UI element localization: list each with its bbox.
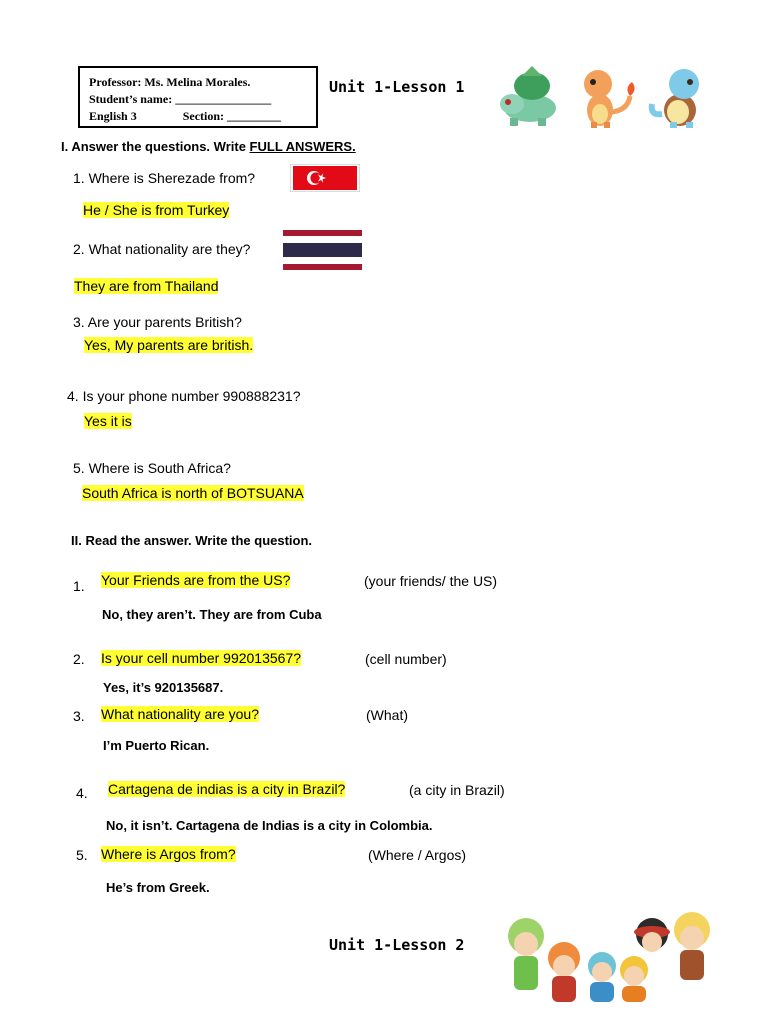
student-name-line: Student’s name: ________________ <box>89 92 272 106</box>
s2-answer-4: No, it isn’t. Cartagena de Indias is a city in Colombia. <box>106 818 433 833</box>
charmander-figure <box>584 70 635 128</box>
s2-hint-2: (cell number) <box>365 651 447 667</box>
answer-4: Yes it is <box>84 413 132 429</box>
character-5 <box>634 918 670 952</box>
answer-1: He / She is from Turkey <box>83 202 230 218</box>
question-4: 4. Is your phone number 990888231? <box>67 388 301 404</box>
s2-number-2: 2. <box>73 651 85 667</box>
bulbasaur-figure <box>500 66 556 126</box>
s2-answer-2: Yes, it’s 920135687. <box>103 680 224 695</box>
s2-question-5: Where is Argos from? <box>101 846 236 862</box>
s2-answer-3: I’m Puerto Rican. <box>103 738 210 753</box>
s2-answer-1: No, they aren’t. They are from Cuba <box>102 607 322 622</box>
question-2: 2. What nationality are they? <box>73 241 251 257</box>
course-label: English 3 <box>89 109 137 123</box>
turkey-flag-icon <box>290 164 360 192</box>
squirtle-figure <box>652 69 699 128</box>
character-6 <box>674 912 710 980</box>
section1-title-prefix: I. Answer the questions. Write <box>61 139 250 154</box>
s2-number-5: 5. <box>76 847 88 863</box>
professor-line: Professor: Ms. Melina Morales. <box>89 75 251 89</box>
thailand-flag-icon <box>283 228 362 272</box>
answer-3: Yes, My parents are british. <box>84 337 254 353</box>
question-1: 1. Where is Sherezade from? <box>73 170 256 186</box>
s2-hint-5: (Where / Argos) <box>368 847 467 863</box>
footer-unit-title: Unit 1-Lesson 2 <box>329 936 465 954</box>
s2-number-3: 3. <box>73 708 85 724</box>
question-5: 5. Where is South Africa? <box>73 460 231 476</box>
character-4 <box>620 956 648 1002</box>
section-label: Section: _________ <box>182 109 282 123</box>
character-3 <box>588 952 616 1002</box>
answer-5: South Africa is north of BOTSUANA <box>82 485 304 501</box>
unit-title: Unit 1-Lesson 1 <box>329 78 465 96</box>
s2-question-4: Cartagena de indias is a city in Brazil? <box>108 781 346 797</box>
character-1 <box>508 918 544 990</box>
section1-title-emphasis: FULL ANSWERS. <box>249 139 356 154</box>
pokemon-illustration <box>496 64 722 130</box>
s2-question-3: What nationality are you? <box>101 706 259 722</box>
character-2 <box>548 942 580 1002</box>
s2-hint-1: (your friends/ the US) <box>364 573 498 589</box>
s2-number-1: 1. <box>73 578 85 594</box>
course-section-line <box>89 108 316 125</box>
s2-hint-4: (a city in Brazil) <box>409 782 505 798</box>
answer-2: They are from Thailand <box>74 278 219 294</box>
s2-question-2: Is your cell number 992013567? <box>101 650 302 666</box>
s2-hint-3: (What) <box>366 707 408 723</box>
section1-title <box>61 139 356 154</box>
s2-question-1: Your Friends are from the US? <box>101 572 291 588</box>
s2-answer-5: He’s from Greek. <box>106 880 210 895</box>
question-3: 3. Are your parents British? <box>73 314 242 330</box>
info-box <box>78 66 318 128</box>
cartoon-characters-illustration <box>486 906 724 1004</box>
section2-title: II. Read the answer. Write the question. <box>71 533 313 548</box>
s2-number-4: 4. <box>76 785 88 801</box>
